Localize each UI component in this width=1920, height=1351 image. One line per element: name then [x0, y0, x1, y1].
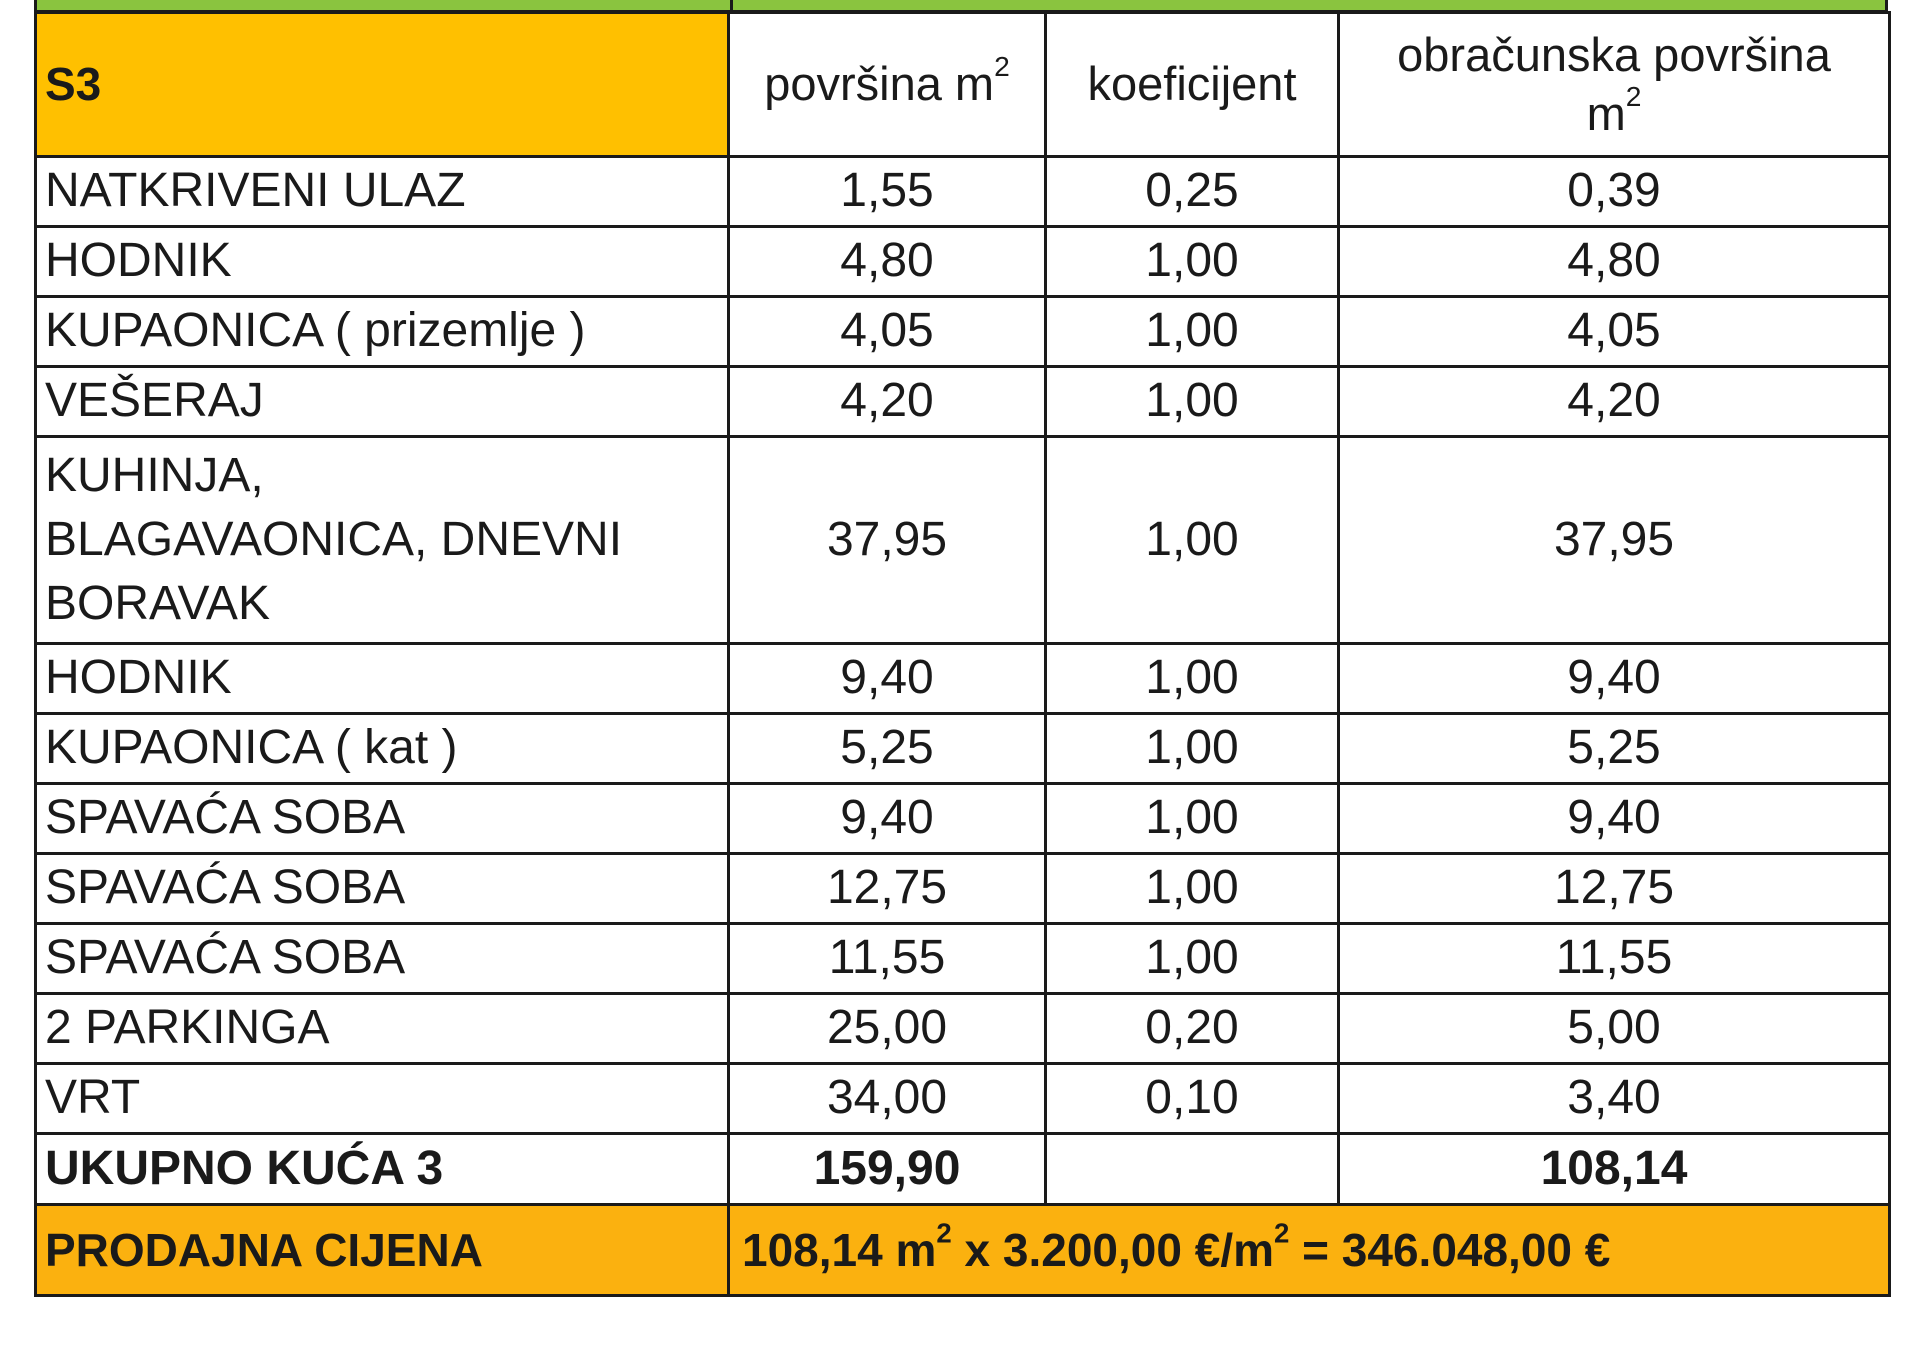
total-label: UKUPNO KUĆA 3	[36, 1134, 729, 1205]
table-row	[36, 437, 1890, 644]
table-row	[36, 714, 1890, 784]
header-row	[36, 13, 1890, 157]
room-name: HODNIK	[36, 644, 729, 714]
table-row	[36, 644, 1890, 714]
room-area: 4,80	[729, 227, 1046, 297]
room-coefficient: 1,00	[1046, 437, 1339, 644]
room-calculated-area: 4,20	[1339, 367, 1890, 437]
table-row	[36, 1064, 1890, 1134]
price-row	[36, 1205, 1890, 1296]
room-area: 1,55	[729, 157, 1046, 227]
room-calculated-area: 0,39	[1339, 157, 1890, 227]
table-row	[36, 227, 1890, 297]
table-row	[36, 924, 1890, 994]
table-row	[36, 297, 1890, 367]
room-calculated-area: 4,80	[1339, 227, 1890, 297]
room-coefficient: 1,00	[1046, 297, 1339, 367]
table-row	[36, 994, 1890, 1064]
room-calculated-area: 5,25	[1339, 714, 1890, 784]
room-coefficient: 1,00	[1046, 854, 1339, 924]
room-calculated-area: 9,40	[1339, 784, 1890, 854]
room-calculated-area: 11,55	[1339, 924, 1890, 994]
room-calculated-area: 37,95	[1339, 437, 1890, 644]
price-label: PRODAJNA CIJENA	[36, 1205, 729, 1296]
room-name: KUPAONICA ( kat )	[36, 714, 729, 784]
table-row	[36, 784, 1890, 854]
total-calculated-area: 108,14	[1339, 1134, 1890, 1205]
room-name: NATKRIVENI ULAZ	[36, 157, 729, 227]
room-name: SPAVAĆA SOBA	[36, 854, 729, 924]
room-calculated-area: 9,40	[1339, 644, 1890, 714]
room-name: VRT	[36, 1064, 729, 1134]
room-coefficient: 1,00	[1046, 784, 1339, 854]
room-area: 25,00	[729, 994, 1046, 1064]
room-area: 4,20	[729, 367, 1046, 437]
room-calculated-area: 4,05	[1339, 297, 1890, 367]
room-calculated-area: 12,75	[1339, 854, 1890, 924]
header-calculated-area: obračunska površina $m^2$	[1339, 13, 1890, 157]
room-name: VEŠERAJ	[36, 367, 729, 437]
table-row	[36, 854, 1890, 924]
room-area: 37,95	[729, 437, 1046, 644]
room-coefficient: 1,00	[1046, 714, 1339, 784]
room-area: 9,40	[729, 644, 1046, 714]
room-calculated-area: 5,00	[1339, 994, 1890, 1064]
room-coefficient: 1,00	[1046, 367, 1339, 437]
room-coefficient: 0,10	[1046, 1064, 1339, 1134]
total-area: 159,90	[729, 1134, 1046, 1205]
table-row	[36, 157, 1890, 227]
total-row	[36, 1134, 1890, 1205]
room-name: SPAVAĆA SOBA	[36, 924, 729, 994]
table-row	[36, 367, 1890, 437]
room-calculated-area: 3,40	[1339, 1064, 1890, 1134]
room-coefficient: 1,00	[1046, 227, 1339, 297]
room-area: 34,00	[729, 1064, 1046, 1134]
price-formula: 108,14 $m^2$ x 3.200,00 $€/m^2 = 346.048,00$ €	[729, 1205, 1890, 1296]
room-area: 11,55	[729, 924, 1046, 994]
room-coefficient: 0,20	[1046, 994, 1339, 1064]
room-area: 12,75	[729, 854, 1046, 924]
room-coefficient: 0,25	[1046, 157, 1339, 227]
header-coefficient: koeficijent	[1046, 13, 1339, 157]
room-coefficient: 1,00	[1046, 924, 1339, 994]
area-table	[34, 11, 1891, 1297]
room-area: 4,05	[729, 297, 1046, 367]
room-area: 9,40	[729, 784, 1046, 854]
room-name: HODNIK	[36, 227, 729, 297]
header-area: površina $m^2$	[729, 13, 1046, 157]
room-coefficient: 1,00	[1046, 644, 1339, 714]
room-name: KUPAONICA ( prizemlje )	[36, 297, 729, 367]
room-area: 5,25	[729, 714, 1046, 784]
room-name: SPAVAĆA SOBA	[36, 784, 729, 854]
total-coefficient	[1046, 1134, 1339, 1205]
unit-label: S3	[36, 13, 729, 157]
room-name: 2 PARKINGA	[36, 994, 729, 1064]
room-name: KUHINJA, BLAGAVAONICA, DNEVNI BORAVAK	[36, 437, 729, 644]
